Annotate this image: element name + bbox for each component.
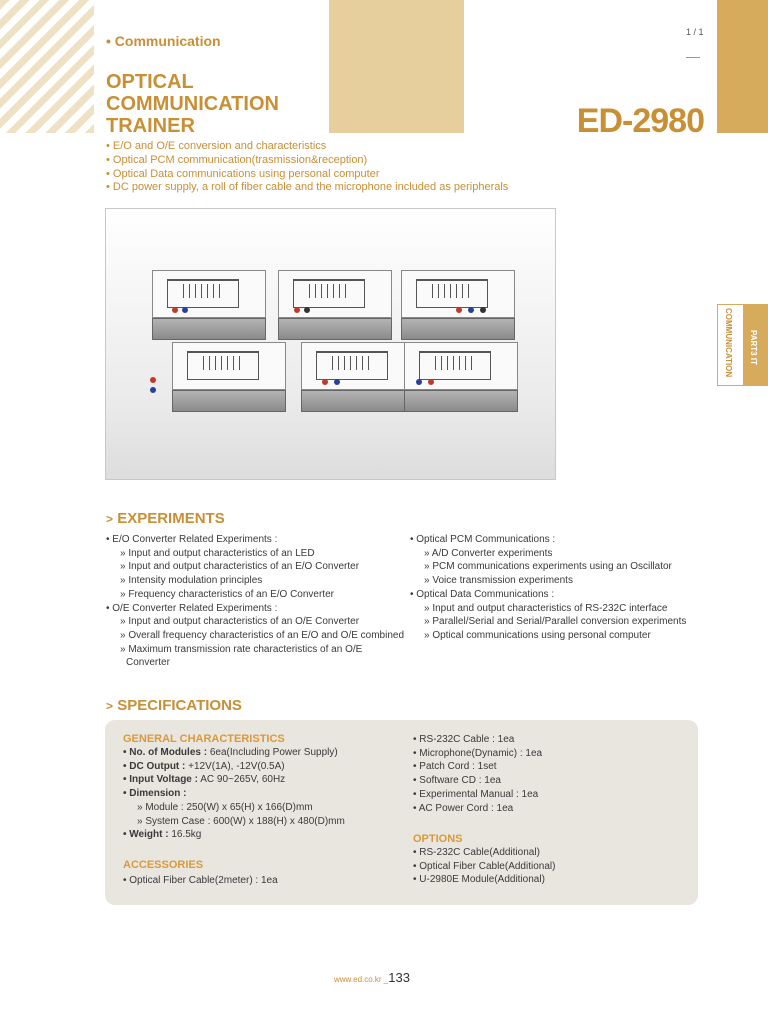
jack-blue — [334, 379, 340, 385]
list-item: • Software CD : 1ea — [413, 775, 501, 787]
spec-row — [123, 815, 403, 829]
side-tab-label: COMMUNICATION — [724, 308, 733, 378]
title-line: TRAINER — [106, 115, 195, 137]
spec-label: • Input Voltage : — [123, 774, 198, 786]
header-hatch-pattern — [0, 0, 94, 133]
list-item: » Maximum transmission rate characteristics of an O/E — [120, 643, 363, 655]
options-heading: OPTIONS — [413, 833, 463, 845]
spec-label: • No. of Modules : — [123, 747, 208, 758]
list-item: • Optical PCM Communications : — [410, 534, 556, 545]
specifications-heading: > SPECIFICATIONS — [106, 697, 242, 714]
category-label: • Communication — [106, 33, 221, 49]
jack-red — [322, 379, 328, 385]
list-item: • Experimental Manual : 1ea — [413, 788, 539, 800]
list-item: • RS-232C Cable(Additional) — [413, 847, 540, 858]
list-item: » PCM communications experiments using an Oscillator — [424, 561, 672, 573]
list-item: » Voice transmission experiments — [424, 575, 573, 587]
accessories-list-left — [123, 874, 403, 888]
spec-value: +12V(1A), -12V(0.5A) — [185, 760, 285, 772]
trainer-module — [278, 270, 392, 340]
list-item: • AC Power Cord : 1ea — [413, 802, 514, 814]
trainer-module — [401, 270, 515, 340]
spec-row — [123, 746, 403, 760]
jack-blue — [150, 387, 156, 393]
experiments-left-column — [106, 533, 406, 670]
feature-item: • E/O and O/E conversion and characteristics — [106, 140, 327, 152]
spec-label: • Weight : — [123, 829, 169, 841]
list-item: » Input and output characteristics of an E/O Converter — [120, 561, 360, 573]
list-item: Converter — [126, 657, 170, 669]
jack-black — [304, 307, 310, 313]
list-item: • Optical Data Communications : — [410, 588, 555, 600]
title-line: COMMUNICATION — [106, 93, 279, 115]
general-characteristics-list — [123, 746, 403, 842]
list-item: » Input and output characteristics of RS-232C interface — [424, 602, 668, 614]
jack-blue — [182, 307, 188, 313]
spec-label: • Dimension : — [123, 788, 187, 800]
spec-value: » System Case : 600(W) x 188(H) x 480(D)mm — [137, 815, 345, 827]
spec-value: » Module : 250(W) x 65(H) x 166(D)mm — [137, 801, 313, 813]
list-item: • RS-232C Cable : 1ea — [413, 734, 515, 745]
side-tab-part: PART3 IT — [749, 330, 758, 365]
list-item: • Patch Cord : 1set — [413, 761, 497, 773]
feature-list — [106, 140, 508, 195]
title-line: OPTICAL — [106, 71, 194, 93]
footer — [334, 970, 410, 985]
accessories-heading: ACCESSORIES — [123, 859, 204, 871]
spec-value: 16.5kg — [168, 829, 202, 841]
footer-url[interactable]: www.ed.co.kr _ — [334, 975, 389, 984]
spec-label: • DC Output : — [123, 760, 186, 772]
spec-row — [123, 787, 403, 801]
trainer-module — [301, 342, 415, 412]
spec-row — [123, 773, 403, 787]
list-item: • Optical Fiber Cable(Additional) — [413, 860, 556, 872]
product-photo — [105, 208, 556, 480]
trainer-module — [404, 342, 518, 412]
spec-row — [123, 828, 403, 842]
header-gold-block — [717, 0, 768, 133]
header-tan-block — [329, 0, 464, 133]
jack-blue — [416, 379, 422, 385]
jack-black — [480, 307, 486, 313]
experiments-right-column — [410, 533, 710, 643]
model-number: ED-2980 — [576, 102, 704, 140]
feature-item: • DC power supply, a roll of fiber cable and the microphone included as peripherals — [106, 181, 509, 194]
accessories-list-right — [413, 733, 683, 815]
list-item: • Optical Fiber Cable(2meter) : 1ea — [123, 875, 278, 886]
spec-value: 6ea(Including Power Supply) — [207, 747, 338, 758]
options-list — [413, 846, 683, 887]
list-item: » Overall frequency characteristics of an E/O and O/E combined — [120, 629, 405, 641]
jack-red — [456, 307, 462, 313]
trainer-module — [152, 270, 266, 340]
list-item: » A/D Converter experiments — [424, 547, 553, 559]
jack-red — [150, 377, 156, 383]
list-item: • Microphone(Dynamic) : 1ea — [413, 747, 543, 759]
general-characteristics-heading: GENERAL CHARACTERISTICS — [123, 733, 285, 745]
spec-row — [123, 801, 403, 815]
spec-row — [123, 760, 403, 774]
experiments-heading: > EXPERIMENTS — [106, 510, 225, 527]
list-item: » Intensity modulation principles — [120, 575, 263, 587]
page-indicator-rule — [686, 57, 700, 58]
list-item: » Input and output characteristics of an O/E Converter — [120, 616, 360, 628]
list-item: • O/E Converter Related Experiments : — [106, 602, 278, 614]
list-item: » Optical communications using personal computer — [424, 629, 651, 641]
list-item: » Parallel/Serial and Serial/Parallel conversion experiments — [424, 616, 687, 628]
jack-red — [428, 379, 434, 385]
page-number: 133 — [388, 970, 410, 985]
jack-red — [172, 307, 178, 313]
feature-item: • Optical PCM communication(trasmission&reception) — [106, 153, 368, 166]
spec-value: AC 90~265V, 60Hz — [197, 774, 286, 786]
list-item: • E/O Converter Related Experiments : — [106, 534, 278, 545]
list-item: » Input and output characteristics of an LED — [120, 547, 315, 559]
jack-red — [294, 307, 300, 313]
trainer-module — [172, 342, 286, 412]
list-item: • U-2980E Module(Additional) — [413, 874, 545, 886]
list-item: » Frequency characteristics of an E/O Converter — [120, 588, 334, 600]
jack-blue — [468, 307, 474, 313]
product-title — [106, 71, 279, 137]
page-indicator: 1 / 1 — [686, 27, 704, 37]
feature-item: • Optical Data communications using personal computer — [106, 167, 380, 180]
